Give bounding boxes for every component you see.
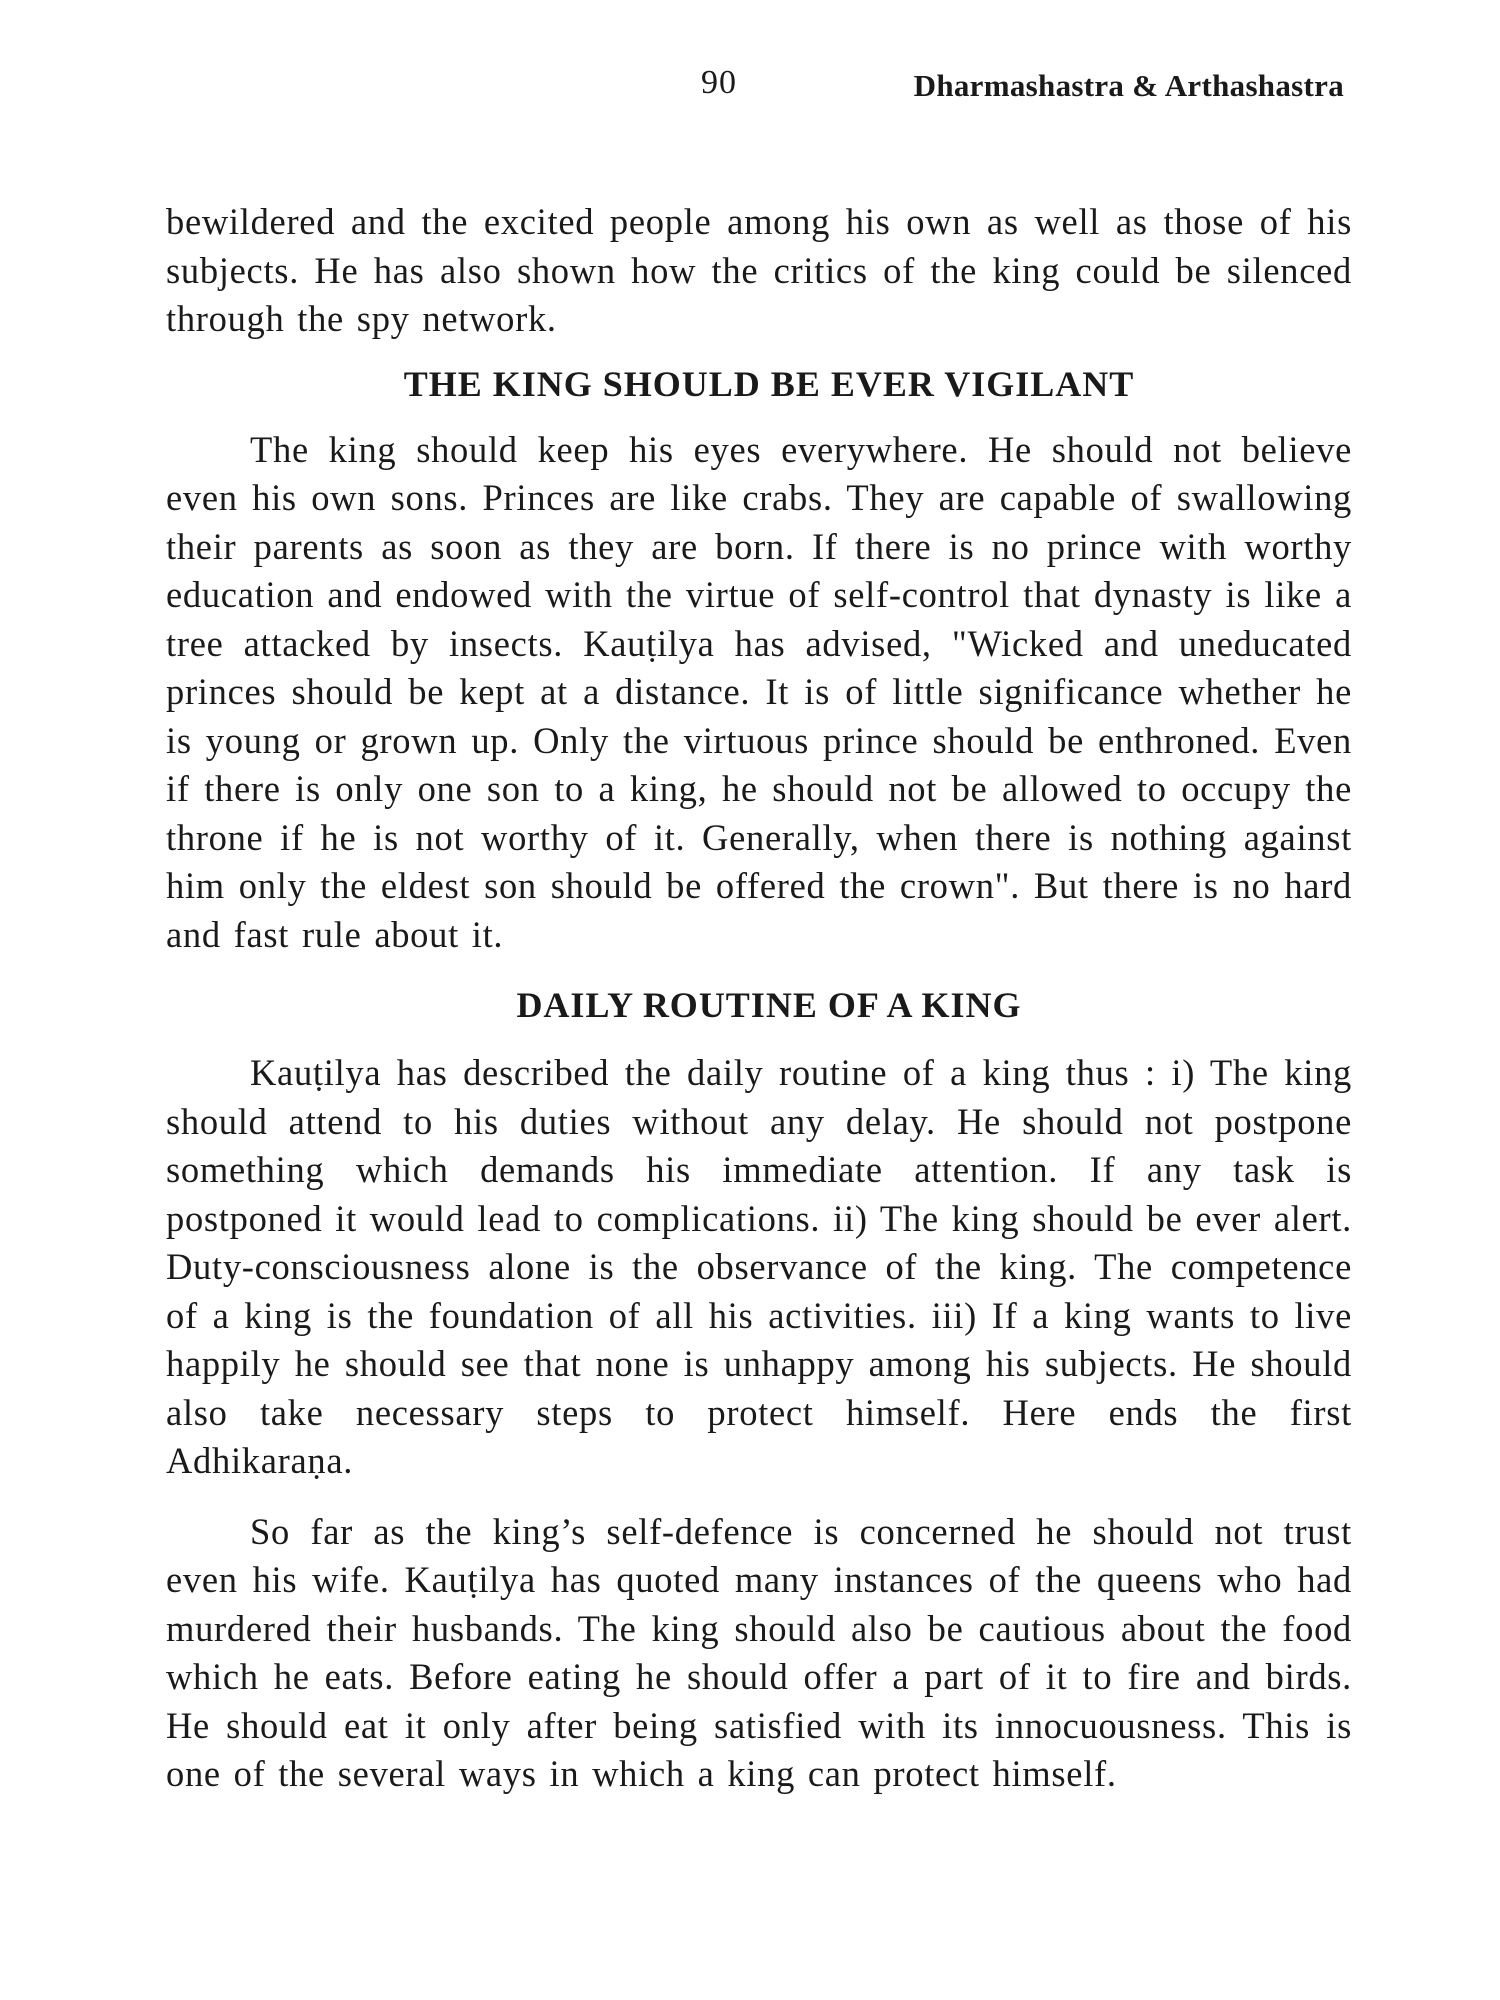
- section-heading-routine: DAILY ROUTINE OF A KING: [516, 985, 1022, 1025]
- running-header: [166, 58, 1352, 118]
- selfdefence-paragraph: So far as the king’s self-defence is concerned he should not trust even his wife. Kauṭilya has quoted many instances of the queens who had murdered their husbands. The king should also be cautious about the food which he eats. Before eating he should offer a part of it to fire and birds. He should eat it only after being satisfied with its innocuousness. This is one of the several ways in which a king can protect himself.: [166, 1510, 1352, 1794]
- book-title: Dharmashastra & Arthashastra: [913, 68, 1344, 103]
- page-number: 90: [701, 64, 737, 101]
- section-heading-vigilant: THE KING SHOULD BE EVER VIGILANT: [403, 363, 1135, 404]
- book-page: [166, 58, 1352, 1799]
- vigilant-paragraph: The king should keep his eyes everywhere. He should not believe even his own sons. Princes are like crabs. They are capable of swallowing their parents as soon as they are born. If there is no prince with worthy education and endowed with the virtue of self-control that dynasty is like a tree attacked by insects. Kauṭilya has advised, "Wicked and uneducated princes should be kept at a distance. It is of little significance whether he is young or grown up. Only the virtuous prince should be enthroned. Even if there is only one son to a king, he should not be allowed to occupy the throne if he is not worthy of it. Generally, when there is nothing against him only the eldest son should be offered the crown". But there is no hard and fast rule about it.: [166, 428, 1352, 955]
- intro-paragraph: bewildered and the excited people among his own as well as those of his subjects. He has also shown how the critics of the king could be silenced through the spy network.: [166, 201, 1352, 339]
- routine-paragraph: Kauṭilya has described the daily routine of a king thus : i) The king should attend to his duties without any delay. He should not postpone something which demands his immediate attention. If any task is postponed it would lead to complications. ii) The king should be ever alert. Duty-consciousness alone is the observance of the king. The competence of a king is the foundation of all his activities. iii) If a king wants to live happily he should see that none is unhappy among his subjects. He should also take necessary steps to protect himself. Here ends the first Adhikaraṇa.: [166, 1052, 1352, 1481]
